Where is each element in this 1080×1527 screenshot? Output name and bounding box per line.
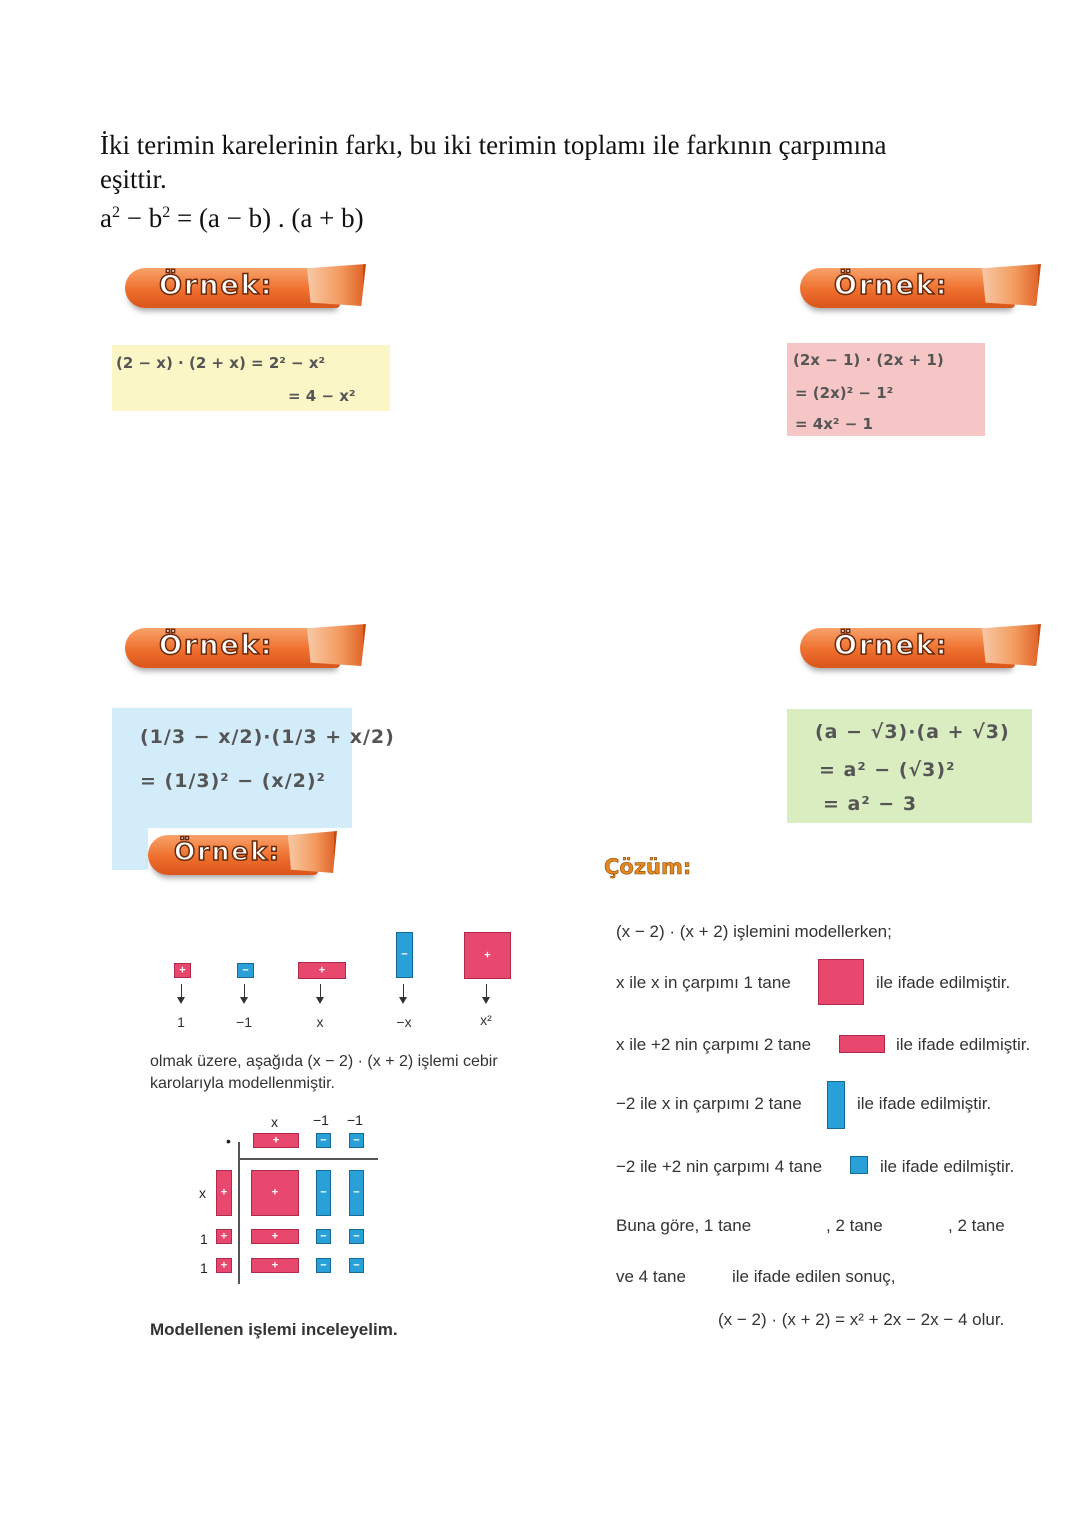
tile-one: + bbox=[174, 963, 191, 978]
solution-tile-x bbox=[839, 1035, 885, 1053]
tile-label-x: x bbox=[316, 1014, 324, 1030]
example-4-box bbox=[787, 709, 1032, 823]
grid-top-x: x bbox=[271, 1114, 278, 1130]
grid-cell-minus-x: − bbox=[349, 1170, 364, 1216]
solution-line-3b: ile ifade edilmiştir. bbox=[857, 1094, 992, 1113]
example-label: Örnek: bbox=[834, 630, 949, 661]
formula-part: a bbox=[100, 203, 112, 233]
example-2-line-3: = 4x² − 1 bbox=[795, 415, 873, 433]
grid-top-tile-minus-one: − bbox=[316, 1133, 331, 1148]
grid-top-minus-one: −1 bbox=[313, 1112, 329, 1128]
example-2-box bbox=[787, 343, 985, 436]
arrow-down-icon bbox=[320, 984, 321, 998]
grid-v-line bbox=[238, 1142, 240, 1284]
solution-tile-x-squared bbox=[818, 959, 864, 1005]
grid-left-one: 1 bbox=[200, 1260, 208, 1276]
tile-x: + bbox=[298, 962, 346, 979]
formula-part: − b bbox=[119, 203, 163, 233]
solution-label: Çözüm: bbox=[604, 855, 692, 879]
example-ribbon-2 bbox=[800, 264, 1040, 316]
example-label: Örnek: bbox=[834, 270, 949, 301]
example-4-line-1: (a − √3)·(a + √3) bbox=[815, 721, 1010, 743]
arrow-down-icon bbox=[403, 984, 404, 998]
solution-line-6b: ile ifade edilen sonuç, bbox=[732, 1267, 896, 1286]
example-3-box-tail bbox=[112, 828, 148, 870]
tile-label-one: 1 bbox=[177, 1014, 185, 1030]
grid-top-tile-minus-one: − bbox=[349, 1133, 364, 1148]
example-2-line-2: = (2x)² − 1² bbox=[795, 384, 894, 402]
grid-left-tile-one: + bbox=[216, 1258, 232, 1273]
arrow-down-icon bbox=[181, 984, 182, 998]
tile-label-minus-x: −x bbox=[396, 1014, 412, 1030]
grid-left-tile-x: + bbox=[216, 1170, 232, 1216]
example-3-line-2: = (1/3)² − (x/2)² bbox=[140, 770, 326, 792]
model-footer: Modellenen işlemi inceleyelim. bbox=[150, 1320, 398, 1339]
grid-cell-minus-x: − bbox=[316, 1170, 331, 1216]
model-text-1: olmak üzere, aşağıda (x − 2) · (x + 2) işlemi cebir bbox=[150, 1053, 498, 1070]
grid-left-one: 1 bbox=[200, 1231, 208, 1247]
arrow-down-icon bbox=[244, 984, 245, 998]
tile-minus-one: − bbox=[237, 963, 254, 978]
example-label: Örnek: bbox=[159, 630, 274, 661]
solution-line-7: (x − 2) · (x + 2) = x² + 2x − 2x − 4 olur. bbox=[718, 1310, 1005, 1329]
solution-line-4b: ile ifade edilmiştir. bbox=[880, 1157, 1015, 1176]
example-3-line-1: (1/3 − x/2)·(1/3 + x/2) bbox=[140, 726, 395, 748]
grid-cell-minus-one: − bbox=[349, 1229, 364, 1244]
grid-cell-x: + bbox=[251, 1229, 299, 1244]
grid-top-minus-one: −1 bbox=[347, 1112, 363, 1128]
grid-left-tile-one: + bbox=[216, 1229, 232, 1244]
solution-line-5c: , 2 tane bbox=[948, 1216, 1005, 1235]
solution-tile-minus-x bbox=[827, 1081, 845, 1129]
formula-part: = (a − b) . (a + b) bbox=[170, 203, 364, 233]
arrow-down-icon bbox=[486, 984, 487, 998]
example-ribbon-4 bbox=[800, 624, 1040, 676]
solution-line-5b: , 2 tane bbox=[826, 1216, 883, 1235]
example-ribbon-5 bbox=[148, 831, 338, 883]
intro-formula bbox=[100, 196, 1000, 235]
intro-line-1: İki terimin karelerinin farkı, bu iki terimin toplamı ile farkının çarpımına bbox=[100, 130, 887, 160]
intro-text bbox=[100, 128, 1000, 235]
solution-line-2b: ile ifade edilmiştir. bbox=[896, 1035, 1031, 1054]
example-1-box bbox=[112, 345, 390, 411]
example-3-box bbox=[112, 708, 395, 828]
example-1-line-2: = 4 − x² bbox=[288, 387, 356, 405]
grid-h-line bbox=[238, 1158, 378, 1160]
solution-line-1b: ile ifade edilmiştir. bbox=[876, 973, 1011, 992]
formula-exp: 2 bbox=[162, 204, 171, 221]
solution-line-2a: x ile +2 nin çarpımı 2 tane bbox=[616, 1035, 812, 1054]
formula-exp: 2 bbox=[111, 204, 120, 221]
grid-cell-x: + bbox=[251, 1258, 299, 1273]
grid-left-x: x bbox=[199, 1185, 206, 1201]
grid-dot: • bbox=[226, 1133, 231, 1149]
example-4-line-2: = a² − (√3)² bbox=[819, 759, 956, 781]
grid-cell-minus-one: − bbox=[316, 1258, 331, 1273]
model-text-2: karolarıyla modellenmiştir. bbox=[150, 1075, 335, 1092]
example-4-line-3: = a² − 3 bbox=[823, 793, 918, 815]
example-label: Örnek: bbox=[159, 270, 274, 301]
solution-line-1a: x ile x in çarpımı 1 tane bbox=[616, 973, 791, 992]
solution-line-6a: ve 4 tane bbox=[616, 1267, 686, 1286]
solution-line-3a: −2 ile x in çarpımı 2 tane bbox=[616, 1094, 802, 1113]
example-ribbon-3 bbox=[125, 624, 365, 676]
grid-cell-minus-one: − bbox=[349, 1258, 364, 1273]
grid-top-tile-x: + bbox=[253, 1133, 299, 1148]
solution-line-4a: −2 ile +2 nin çarpımı 4 tane bbox=[616, 1157, 823, 1176]
intro-line-2: eşittir. bbox=[100, 164, 167, 194]
tile-label-x-squared: x² bbox=[480, 1012, 492, 1028]
grid-cell-x-squared: + bbox=[251, 1170, 299, 1216]
solution-line-0: (x − 2) · (x + 2) işlemini modellerken; bbox=[616, 922, 892, 941]
example-ribbon-1 bbox=[125, 264, 365, 316]
example-1-line-1: (2 − x) · (2 + x) = 2² − x² bbox=[116, 354, 326, 372]
example-2-line-1: (2x − 1) · (2x + 1) bbox=[793, 351, 944, 369]
solution-tile-minus-one bbox=[850, 1156, 868, 1174]
tile-x-squared: + bbox=[464, 932, 511, 979]
tile-minus-x: − bbox=[396, 932, 413, 978]
solution-line-5a: Buna göre, 1 tane bbox=[616, 1216, 752, 1235]
tile-label-minus-one: −1 bbox=[236, 1014, 252, 1030]
example-label: Örnek: bbox=[174, 837, 281, 866]
grid-cell-minus-one: − bbox=[316, 1229, 331, 1244]
